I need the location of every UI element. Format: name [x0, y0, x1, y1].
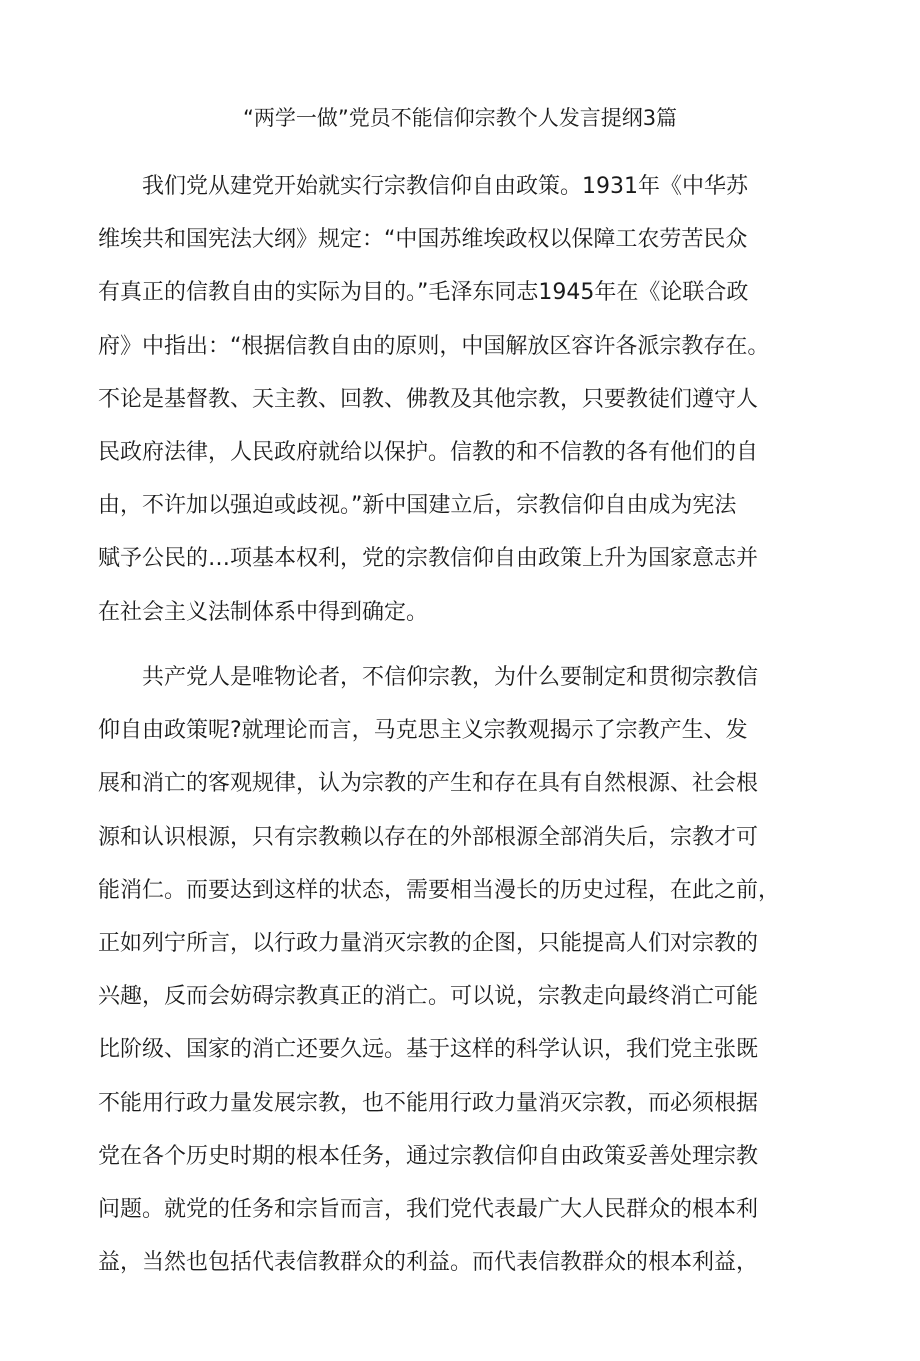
- paragraph-line: 党在各个历史时期的根本任务，通过宗教信仰自由政策妥善处理宗教: [98, 1143, 759, 1169]
- paragraph-line: 共产党人是唯物论者，不信仰宗教，为什么要制定和贯彻宗教信: [142, 665, 759, 690]
- paragraph-line: 问题。就党的任务和宗旨而言，我们党代表最广大人民群众的根本利: [98, 1196, 759, 1222]
- paragraph-2: [98, 651, 798, 1289]
- paragraph-line: 府》中指出：“根据信教自由的原则，中国解放区容许各派宗教存在。: [98, 333, 770, 359]
- paragraph-line: 我们党从建党开始就实行宗教信仰自由政策。1931年《中华苏: [142, 174, 748, 199]
- paragraph-line: 益，当然也包括代表信教群众的利益。而代表信教群众的根本利益，: [98, 1250, 759, 1276]
- paragraph-line: 赋予公民的…项基本权利，党的宗教信仰自由政策上升为国家意志并: [98, 546, 759, 572]
- paragraph-1: [98, 160, 798, 639]
- paragraph-line: 在社会主义法制体系中得到确定。: [98, 599, 429, 625]
- paragraph-line: 不能用行政力量发展宗教，也不能用行政力量消灭宗教，而必须根据: [98, 1090, 759, 1116]
- paragraph-line: 兴趣，反而会妨碍宗教真正的消亡。可以说，宗教走向最终消亡可能: [98, 984, 759, 1010]
- paragraph-line: 民政府法律，人民政府就给以保护。信教的和不信教的各有他们的自: [98, 439, 759, 465]
- paragraph-line: 仰自由政策呢?就理论而言，马克思主义宗教观揭示了宗教产生、发: [98, 718, 748, 744]
- paragraph-line: 能消仁。而要达到这样的状态，需要相当漫长的历史过程，在此之前，: [98, 877, 781, 903]
- paragraph-line: 比阶级、国家的消亡还要久远。基于这样的科学认识，我们党主张既: [98, 1037, 759, 1063]
- paragraph-line: 有真正的信教自由的实际为目的。”毛泽东同志1945年在《论联合政: [98, 280, 749, 306]
- paragraph-line: 展和消亡的客观规律，认为宗教的产生和存在具有自然根源、社会根: [98, 771, 759, 797]
- document-title: “两学一做”党员不能信仰宗教个人发言提纲3篇: [242, 106, 678, 130]
- paragraph-line: 维埃共和国宪法大纲》规定：“中国苏维埃政权以保障工农劳苦民众: [98, 227, 748, 253]
- paragraph-line: 正如列宁所言，以行政力量消灭宗教的企图，只能提高人们对宗教的: [98, 930, 759, 956]
- paragraph-line: 由，不许加以强迫或歧视。”新中国建立后，宗教信仰自由成为宪法: [98, 493, 737, 519]
- paragraph-line: 不论是基督教、天主教、回教、佛教及其他宗教，只要教徒们遵守人: [98, 386, 759, 412]
- paragraph-line: 源和认识根源，只有宗教赖以存在的外部根源全部消失后，宗教才可: [98, 824, 759, 850]
